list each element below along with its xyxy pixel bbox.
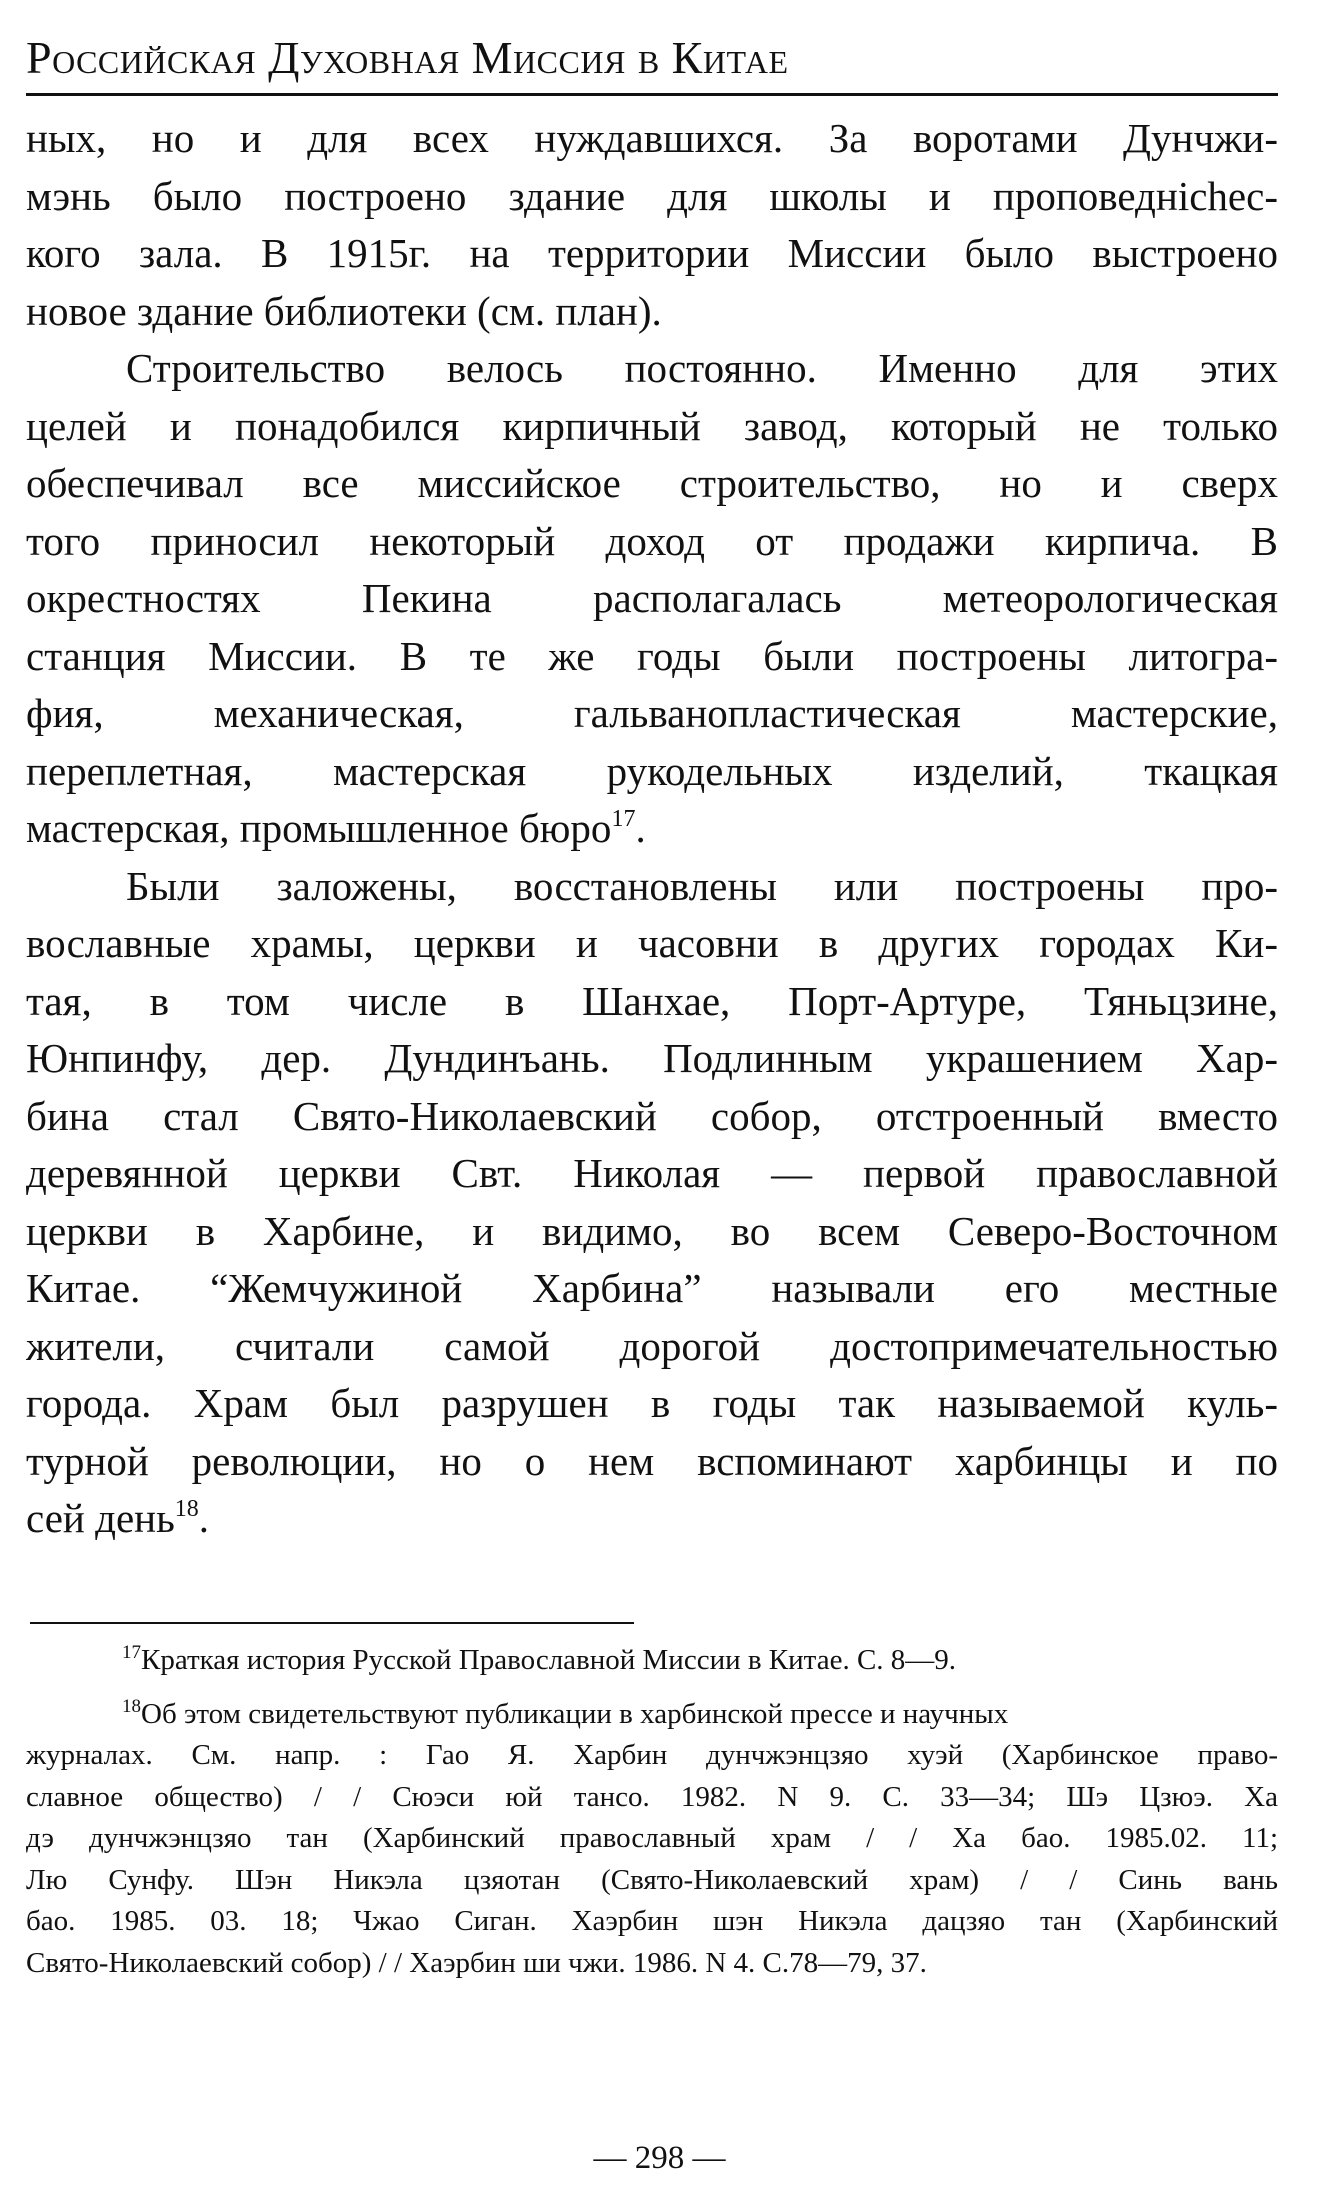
text-line: ных, но и для всех нуждавшихся. За воротами Дунчжи- <box>26 115 1278 161</box>
text-line: бина стал Свято-Николаевский собор, отстроенный вместо <box>26 1092 1278 1139</box>
text-line: Были заложены, восстановлены или построены про- <box>126 862 1278 909</box>
footnote-mark: 17 <box>122 1642 141 1663</box>
footnote-line: дэ дунчжэнцзяо тан (Харбинский православный храм / / Ха бао. 1985.02. 11; <box>26 1822 1278 1854</box>
text-line: тая, в том числе в Шанхае, Порт-Артуре, Тяньцзине, <box>26 977 1278 1024</box>
footnote-line: журналах. См. напр. : Гао Я. Харбин дунчжэнцзяо хуэй (Харбинское право- <box>26 1739 1278 1771</box>
text-line: вославные храмы, церкви и часовни в других городах Ки- <box>26 920 1278 966</box>
text-line: мэнь было построено здание для школы и проповеднichec- <box>26 172 1278 219</box>
text-line: города. Храм был разрушен в годы так называемой куль- <box>26 1380 1278 1426</box>
text-line: целей и понадобился кирпичный завод, который не только <box>26 402 1278 449</box>
footnote-reference: 17 <box>611 806 636 832</box>
running-title: Российская Духовная Миссия в Китае <box>26 32 789 83</box>
footnote-line: Лю Сунфу. Шэн Никэла цзяотан (Свято-Николаевский храм) / / Синь вань <box>26 1863 1278 1896</box>
text-line: жители, считали самой дорогой достопримечательностью <box>26 1322 1278 1369</box>
text-line-content: сей день <box>26 1495 175 1541</box>
footnote-17 <box>26 1640 1278 1682</box>
footnote-text: Об этом свидетельствуют публикации в харбинской прессе и научных <box>141 1697 1009 1730</box>
footnotes <box>26 1640 1278 1984</box>
footnote-mark: 18 <box>122 1695 141 1717</box>
text-line-content: мастерская, промышленное бюро <box>26 805 612 851</box>
text-line-end: . <box>198 1495 210 1541</box>
text-line <box>26 1490 1278 1548</box>
text-line: Юнпинфу, дер. Дундинъань. Подлинным украшением Хар- <box>26 1035 1278 1081</box>
text-line <box>26 800 1278 858</box>
text-line: фия, механическая, гальванопластическая мастерские, <box>26 690 1278 736</box>
text-line: Китае. “Жемчужиной Харбина” называли его местные <box>26 1265 1278 1311</box>
text-line: турной революции, но о нем вспоминают харбинцы и по <box>26 1437 1278 1484</box>
footnote-line: бао. 1985. 03. 18; Чжао Сиган. Хаэрбин шэн Никэла дацзяо тан (Харбинский <box>26 1905 1278 1937</box>
text-line-end: . <box>635 805 646 851</box>
text-line: того приносил некоторый доход от продажи кирпича. В <box>26 517 1278 564</box>
page-number: — 298 — <box>593 2140 726 2176</box>
text-line: церкви в Харбине, и видимо, во всем Северо-Восточном <box>26 1207 1278 1254</box>
header-rule <box>26 93 1278 96</box>
footnote-text: Краткая история Русской Православной Миссии в Китае. С. 8—9. <box>141 1644 957 1676</box>
text-line: новое здание библиотеки (см. план). <box>26 287 662 334</box>
footnote-line: Свято-Николаевский собор) / / Хаэрбин ши чжи. 1986. N 4. С.78—79, 37. <box>26 1946 927 1979</box>
text-line: обеспечивал все миссийское строительство, но и сверх <box>26 460 1278 506</box>
text-line: деревянной церкви Свт. Николая — первой православной <box>26 1150 1278 1196</box>
footnote-18 <box>26 1694 1278 1736</box>
text-line: кого зала. В 1915г. на территории Миссии было выстроено <box>26 230 1278 276</box>
text-line: переплетная, мастерская рукодельных изделий, ткацкая <box>26 747 1278 794</box>
text-line: Строительство велось постоянно. Именно для этих <box>126 345 1278 391</box>
footnote-gap <box>26 1682 1278 1694</box>
footnote-reference: 18 <box>174 1496 199 1522</box>
main-text <box>26 110 1278 1548</box>
footnote-separator <box>30 1622 634 1624</box>
footnote-line: славное общество) / / Сюэси юй тансо. 1982. N 9. С. 33—34; Шэ Цзюэ. Ха <box>26 1780 1278 1813</box>
text-line: станция Миссии. В те же годы были построены литогра- <box>26 632 1278 679</box>
text-line: окрестностях Пекина располагалась метеорологическая <box>26 575 1278 621</box>
